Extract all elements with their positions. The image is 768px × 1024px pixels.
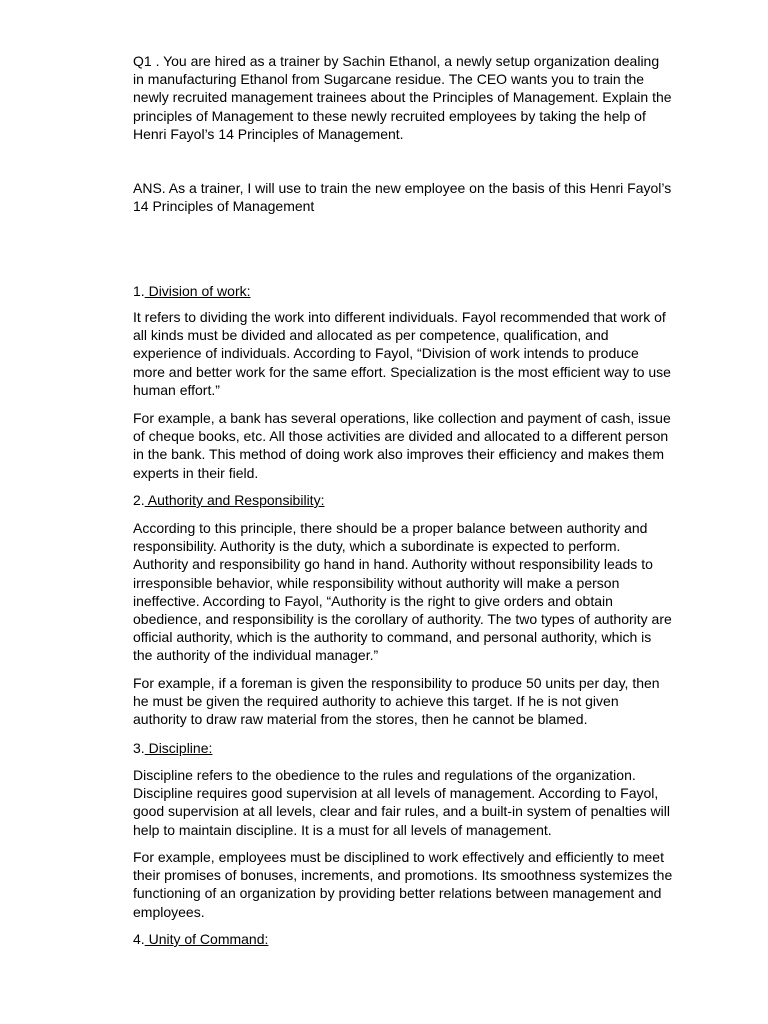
section-number: 2. — [133, 492, 145, 508]
section-number: 4. — [133, 931, 145, 947]
section-paragraph: For example, employees must be disciplined to work effectively and efficiently to meet their promises of bonuses, increments, and promotions. Its smoothness systemizes the functioning of an organization by providing better relations between management and employees. — [133, 849, 673, 920]
section-heading-authority-and-responsibility — [133, 491, 673, 509]
section-title: Discipline: — [144, 740, 213, 756]
answer-intro: ANS. As a trainer, I will use to train the new employee on the basis of this Henri Fayol’s 14 Principles of Management — [133, 180, 672, 215]
section-heading-division-of-work — [133, 282, 673, 300]
section-title: Division of work: — [144, 283, 251, 299]
section-paragraph: For example, a bank has several operations, like collection and payment of cash, issue of cheque books, etc. All those activities are divided and allocated to a different person in the bank. This method of doing work also improves their efficiency and makes them experts in their field. — [133, 410, 671, 481]
section-number: 3. — [133, 740, 145, 756]
question-paragraph: Q1 . You are hired as a trainer by Sachin Ethanol, a newly setup organization dealing in manufacturing Ethanol from Sugarcane residue. The CEO wants you to train the newly recruited management trainees about the Principles of Management. Explain the principles of Management to these newly recruited employees by taking the help of Henri Fayol’s 14 Principles of Management. — [133, 53, 672, 142]
section-paragraph: Discipline refers to the obedience to the rules and regulations of the organization. Discipline requires good supervision at all levels of management. According to Fayol, good supervision at all levels, clear and fair rules, and a built-in system of penalties will help to maintain discipline. It is a must for all levels of management. — [133, 767, 670, 838]
section-paragraph: It refers to dividing the work into different individuals. Fayol recommended that work of all kinds must be divided and allocated as per competence, qualification, and experience of individuals. According to Fayol, “Division of work intends to produce more and better work for the same effort. Specialization is the most efficient way to use human effort.” — [133, 309, 671, 398]
section-paragraph: For example, if a foreman is given the responsibility to produce 50 units per day, then he must be given the required authority to achieve this target. If he is not given authority to draw raw material from the stores, then he cannot be blamed. — [133, 675, 660, 728]
section-title: Unity of Command: — [144, 931, 269, 947]
section-heading-discipline — [133, 739, 673, 757]
section-paragraph: According to this principle, there should be a proper balance between authority and responsibility. Authority is the duty, which a subordinate is expected to perform. Authority and responsibility go hand in hand. Authority without responsibility leads to irresponsible behavior, while responsibility without authority will make a person ineffective. According to Fayol, “Authority is the right to give orders and obtain obedience, and responsibility is the corollary of authority. The two types of authority are official authority, which is the authority to command, and personal authority, which is the authority of the individual manager.” — [133, 520, 672, 664]
section-title: Authority and Responsibility: — [144, 492, 325, 508]
section-number: 1. — [133, 283, 145, 299]
section-heading-unity-of-command — [133, 930, 673, 948]
